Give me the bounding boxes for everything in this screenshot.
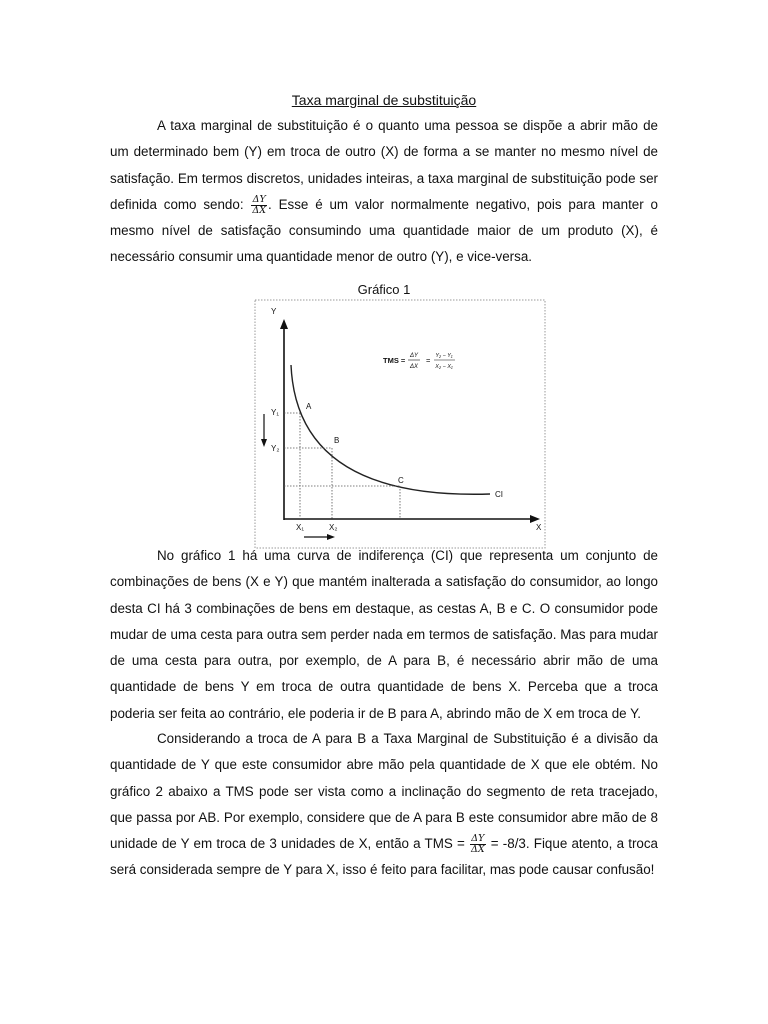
formula-f2-den: X₂ − X₁ [435,364,453,370]
y-axis-arrow [280,319,288,329]
y2-label: Y₂ [271,444,280,453]
point-a-label: A [306,402,312,411]
y-axis-label: Y [271,307,277,316]
formula-equals: = [426,356,431,365]
document-title: Taxa marginal de substituição [291,92,477,108]
figure-title: Gráfico 1 [357,282,411,297]
formula-f1-den: ΔX [409,364,419,370]
y1-label: Y₁ [271,408,280,417]
point-b-label: B [334,436,340,445]
curve-label: CI [495,490,503,499]
paragraph-3-text-b: = -8/3. Fique atento, a troca será considerada sempre de Y para X, isso é feito para facilitar, mas pode causar confusão! [110,836,658,878]
fraction-numerator: ΔY [252,193,266,205]
delta-fraction [470,834,486,855]
right-arrow-icon [327,534,335,540]
paragraph-3-text-a: Considerando a troca de A para B a Taxa Marginal de Substituição é a divisão da quantidade de Y que este consumidor abre mão pela quantidade de X que ele obtém. No gráfico 2 abaixo a TMS pode ser vista como a inclinação do segmento de reta tracejado, que passa por AB. Por exemplo, considere que de A para B este consumidor abre mão de 8 unidade de Y em troca de 3 unidades de X, então a TMS = [110,731,658,852]
paragraph-1-text-a: A taxa marginal de substituição é o quanto uma pessoa se dispõe a abrir mão de um determinado bem (Y) em troca de outro (X) de forma a se manter no mesmo nível de satisfação. Em termos discretos, unidades inteiras, a taxa marginal de substituição pode ser definida como sendo: [110,118,658,212]
paragraph-2 [110,543,658,727]
indifference-curve [291,365,490,494]
x-axis-arrow [530,515,540,523]
point-c-label: C [398,476,404,485]
fraction-denominator: ΔX [252,204,267,216]
formula-f2-num: Y₂ − Y₁ [435,353,453,359]
paragraph-2-text: No gráfico 1 há uma curva de indiferença (CI) que representa um conjunto de combinações de bens (X e Y) que mantém inalterada a satisfação do consumidor, ao longo desta CI há 3 combinações de bens em destaque, as cestas A, B e C. O consumidor pode mudar de uma cesta para outra sem perder nada em termos de satisfação. Mas para mudar de uma cesta para outra, por exemplo, de A para B, é necessário abrir mão de uma quantidade de bens Y em troca de outra quantidade de bens X. Perceba que a troca poderia ser feita ao contrário, ele poderia ir de B para A, abrindo mão de X em troca de Y. [110,548,658,721]
paragraph-1-text-b: . Esse é um valor normalmente negativo, pois para manter o mesmo nível de satisfação consumindo uma quantidade maior de um produto (X), é necessário consumir uma quantidade menor de outro (Y), e vice-versa. [110,196,658,265]
formula-lhs: TMS = [383,356,406,365]
down-arrow-icon [261,439,267,447]
paragraph-3 [110,726,658,884]
formula-f1-num: ΔY [409,353,419,359]
x2-label: X₂ [329,523,338,532]
fraction-numerator: ΔY [471,833,485,845]
x-axis-label: X [536,523,542,532]
fraction-denominator: ΔX [470,844,485,856]
x1-label: X₁ [296,523,305,532]
